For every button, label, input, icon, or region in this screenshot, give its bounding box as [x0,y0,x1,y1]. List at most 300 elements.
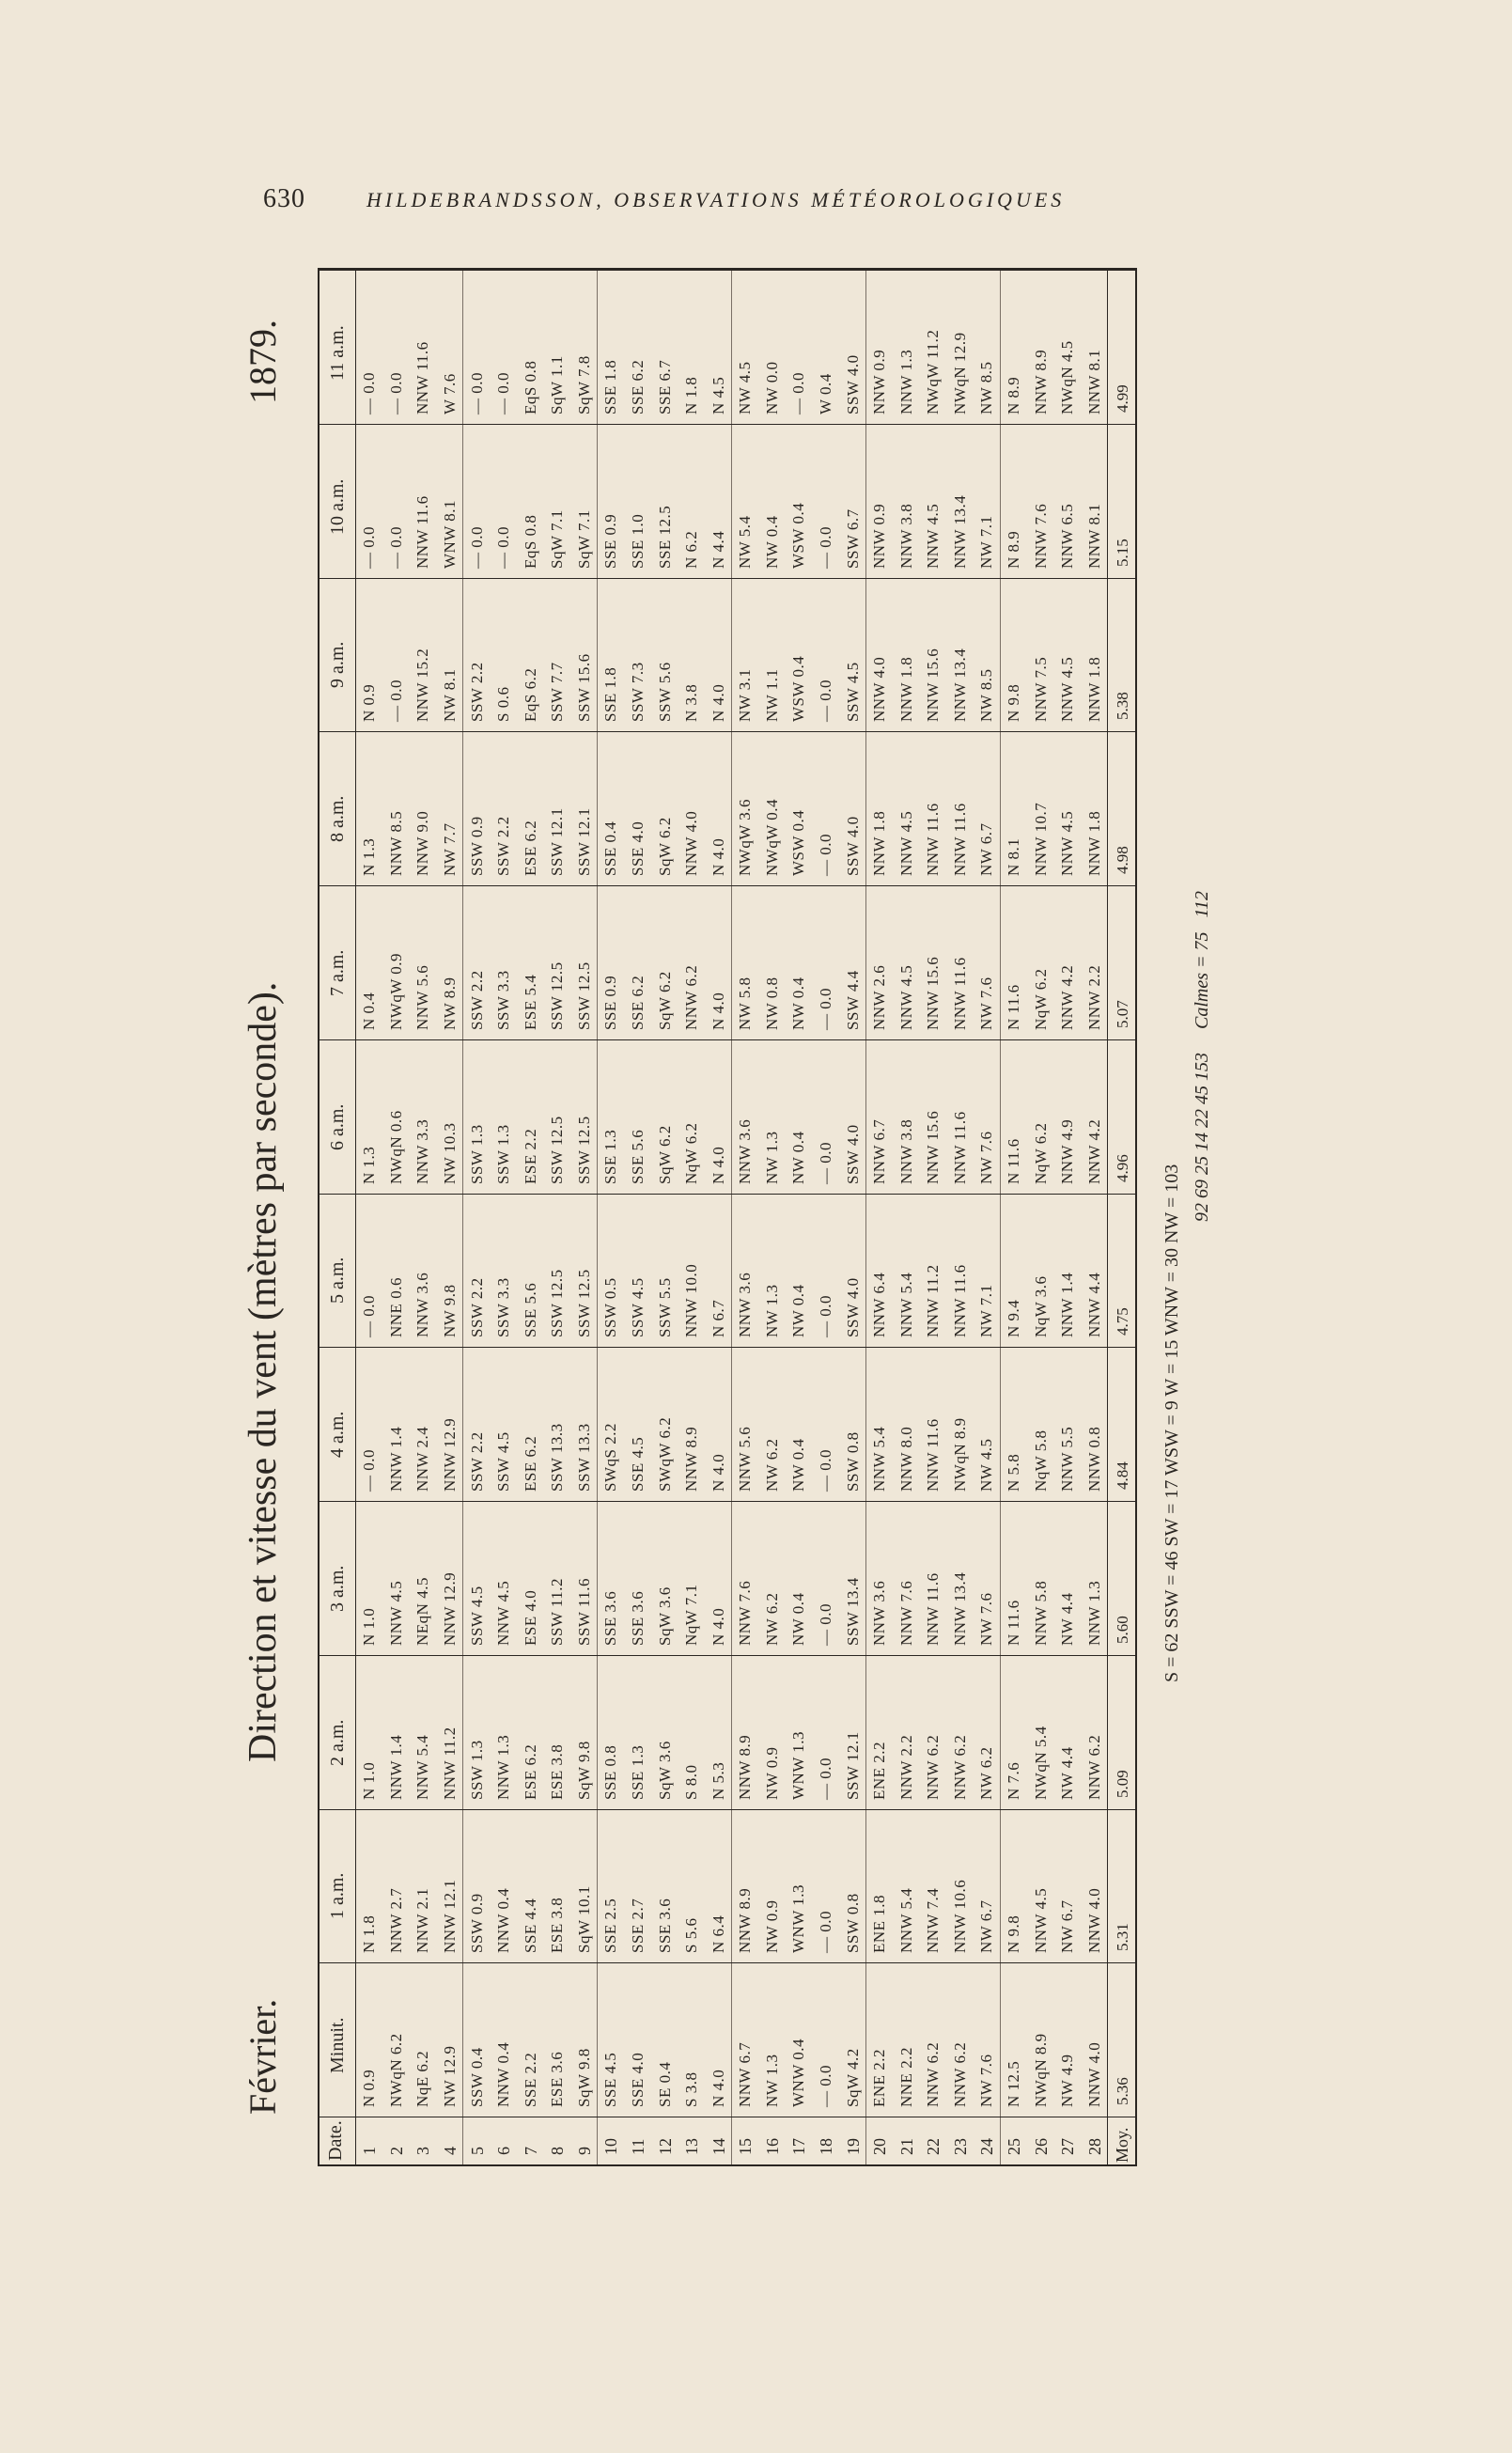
observation-cell: NNW 7.6 [896,1580,915,1646]
observation-cell: NNW 8.9 [682,1426,701,1492]
observation-cell: — 0.0 [386,525,405,569]
column-header: Minuit. [327,2017,348,2074]
observation-cell: NW 4.4 [1058,1592,1077,1646]
date-cell: 17 [789,2138,809,2155]
observation-cell: N 1.0 [360,1761,379,1800]
group-divider [462,270,463,2164]
average-value: 5.38 [1114,692,1131,721]
band-divider [320,1655,1135,1656]
observation-cell: NNW 15.2 [413,648,432,723]
observation-cell: NW 6.2 [977,1745,996,1800]
observation-cell: — 0.0 [817,834,834,876]
observation-cell: NNW 12.9 [441,1571,459,1646]
observation-cell: NNW 8.9 [1031,349,1050,414]
observation-cell: — 0.0 [386,680,405,723]
observation-cell: SSW 3.3 [494,970,513,1030]
observation-cell: N 6.4 [709,1914,727,1954]
observation-cell: N 8.9 [1005,530,1022,569]
observation-cell: NWqW 0.4 [762,798,781,876]
observation-cell: — 0.0 [494,525,513,569]
observation-cell: NW 4.4 [1058,1745,1077,1800]
date-cell: 12 [655,2138,675,2155]
observation-cell: NNW 1.8 [870,810,889,876]
observation-cell: NNW 5.4 [896,1887,915,1954]
column-header: 6 a.m. [327,1103,348,1150]
observation-cell: SqW 6.2 [655,971,674,1030]
running-header [263,184,1297,222]
observation-cell: EqS 0.8 [521,514,539,569]
observation-cell: NW 8.9 [441,977,459,1030]
observation-cell: — 0.0 [360,525,379,569]
observation-cell: SSW 4.5 [629,1277,647,1338]
observation-cell: NNW 2.7 [386,1887,405,1954]
observation-cell: NW 0.4 [789,977,808,1030]
column-header: 5 a.m. [327,1257,348,1305]
observation-cell: SSE 0.4 [601,820,620,876]
observation-cell: NW 5.4 [736,514,755,569]
observation-cell: SSW 12.5 [548,1115,567,1184]
observation-cell: NW 7.1 [977,514,996,569]
date-cell-average: Moy. [1113,2127,1131,2163]
observation-cell: SSE 0.8 [601,1744,620,1800]
observation-cell: SSE 5.6 [521,1282,539,1338]
summary-line-1 [1161,1164,1183,1682]
observation-cell: NNW 12.1 [441,1879,459,1954]
observation-cell: NNW 9.0 [413,810,432,876]
observation-cell: NNW 3.8 [896,1118,915,1184]
observation-cell: NNW 0.9 [870,503,889,569]
observation-cell: SSE 2.7 [629,1898,647,1954]
observation-cell: N 5.8 [1005,1453,1022,1492]
date-cell: 14 [709,2138,728,2155]
observation-cell: SSW 11.6 [574,1577,593,1646]
observation-cell: ESE 3.8 [548,1898,567,1954]
date-cell: 3 [413,2147,433,2155]
observation-cell: — 0.0 [817,680,834,723]
observation-cell: N 1.3 [360,1146,379,1184]
average-divider [1107,270,1108,2164]
observation-cell: SqW 4.2 [843,2048,862,2107]
average-value: 5.15 [1114,538,1131,567]
observation-cell: NWqN 8.9 [1031,2033,1050,2107]
summary-directions: S = 62 SSW = 46 SW = 17 WSW = 9 W = 15 WNW = 30 NW = 103 [1161,1164,1182,1682]
date-cell: 27 [1058,2138,1078,2155]
summary-calmes: Calmes = 75 [1192,931,1212,1029]
observation-cell: SSE 1.8 [601,666,620,723]
observation-cell: SSW 13.3 [574,1423,593,1492]
observation-cell: SSW 12.5 [574,961,593,1030]
observation-cell: SSW 2.2 [467,1431,486,1492]
observation-cell: SSW 0.8 [843,1893,862,1954]
table-title: Direction et vitesse du vent (mètres par seconde). [242,981,285,1762]
observation-cell: NqW 6.2 [1031,968,1050,1030]
observation-cell: SSW 2.2 [467,970,486,1030]
observation-cell: SSE 4.4 [521,1898,539,1954]
observation-cell: NW 10.3 [441,1121,459,1184]
observation-cell: W 0.4 [817,373,834,414]
observation-cell: ESE 6.2 [521,820,539,876]
observation-cell: SSW 4.5 [467,1586,486,1646]
observation-cell: N 0.9 [360,2069,379,2107]
observation-cell: SSW 1.3 [467,1123,486,1184]
observation-cell: NNW 6.2 [1084,1734,1103,1800]
observation-cell: SSW 2.2 [467,662,486,723]
observation-cell: NNW 8.1 [1084,349,1103,414]
observation-cell: SSW 2.2 [467,1277,486,1338]
observation-cell: NW 1.3 [762,2054,781,2107]
observation-cell: NNW 11.6 [950,803,969,876]
observation-cell: ESE 2.2 [521,1128,539,1184]
observation-cell: NNW 4.0 [682,810,701,876]
observation-cell: NW 1.1 [762,668,781,723]
observation-cell: SSW 12.1 [574,807,593,876]
observation-cell: SSW 0.9 [467,816,486,876]
band-divider [320,424,1135,425]
observation-cell: NNW 4.2 [1058,964,1077,1030]
date-cell: 26 [1031,2138,1051,2155]
observation-cell: SSE 1.8 [601,359,620,414]
observation-cell: ENE 2.2 [870,2048,889,2107]
date-cell: 11 [629,2138,647,2155]
observation-cell: NNW 7.4 [924,1887,943,1954]
observation-cell: SSW 12.5 [548,961,567,1030]
observation-cell: NW 0.4 [789,1130,808,1184]
month-label: Février. [242,1998,284,2115]
average-value: 5.07 [1114,1000,1131,1028]
observation-cell: S 0.6 [494,686,513,723]
observation-cell: NNW 11.6 [950,957,969,1030]
observation-cell: NW 0.4 [762,514,781,569]
observation-cell: SSE 3.6 [601,1590,620,1646]
column-header: Date. [325,2120,346,2161]
observation-cell: NW 1.3 [762,1284,781,1338]
group-divider [1000,270,1001,2164]
observation-cell: — 0.0 [817,1602,834,1646]
observation-cell: NWqN 5.4 [1031,1725,1050,1800]
date-cell: 24 [977,2138,997,2155]
running-head: HILDEBRANDSSON, OBSERVATIONS MÉTÉOROLOGIQUES [366,188,1066,211]
observation-cell: NNW 3.6 [736,1272,755,1338]
group-divider [597,270,598,2164]
observation-cell: SSW 12.1 [548,807,567,876]
observation-cell: NW 7.6 [977,977,996,1030]
observation-cell: N 7.6 [1005,1761,1022,1800]
observation-cell: NNW 10.0 [682,1263,701,1338]
observation-cell: NNE 0.6 [386,1277,405,1338]
observation-cell: NqW 6.2 [682,1121,701,1184]
date-cell: 16 [762,2138,782,2155]
observation-cell: NNW 0.8 [1084,1426,1103,1492]
observation-cell: SqW 6.2 [655,817,674,876]
observation-cell: NNW 4.5 [896,964,915,1030]
observation-cell: N 9.8 [1005,683,1022,723]
observation-cell: N 4.0 [709,837,727,876]
observation-cell: NqW 5.8 [1031,1430,1050,1492]
observation-cell: SSW 2.2 [494,816,513,876]
observation-cell: NNW 0.4 [494,1887,513,1954]
observation-cell: WSW 0.4 [789,656,808,723]
observation-cell: — 0.0 [467,525,486,569]
observation-cell: SqW 9.8 [574,1740,593,1800]
observation-cell: NNW 10.6 [950,1879,969,1954]
observation-cell: ESE 6.2 [521,1435,539,1492]
observation-cell: N 0.9 [360,683,379,723]
observation-cell: NNW 1.8 [896,656,915,723]
summary-values: 92 69 25 14 22 45 153 [1192,1053,1212,1222]
observation-cell: NNW 11.6 [924,803,943,876]
date-cell: 23 [950,2138,970,2155]
observation-cell: SqW 10.1 [574,1885,593,1954]
observation-cell: SWqS 2.2 [601,1423,620,1492]
observation-cell: SSW 12.1 [843,1730,862,1800]
observation-cell: S 3.8 [682,2071,701,2107]
observation-cell: ESE 3.8 [548,1743,567,1800]
observation-cell: NNW 7.6 [736,1580,755,1646]
observation-cell: NNW 12.9 [441,1417,459,1492]
column-header: 7 a.m. [327,949,348,996]
observation-cell: N 4.0 [709,992,727,1030]
observation-cell: SSW 4.0 [843,1277,862,1338]
observation-cell: SSE 6.2 [629,975,647,1030]
observation-cell: NNW 4.4 [1084,1272,1103,1338]
group-divider [731,270,732,2164]
date-cell: 6 [494,2147,514,2155]
date-cell: 21 [896,2138,916,2155]
date-cell: 1 [360,2147,380,2155]
date-cell: 20 [870,2138,890,2155]
observation-cell: — 0.0 [817,1141,834,1184]
observation-cell: SSW 0.8 [843,1431,862,1492]
observation-cell: SSW 0.4 [467,2047,486,2107]
observation-cell: NNW 6.2 [682,964,701,1030]
band-divider [320,1347,1135,1348]
observation-cell: N 8.9 [1005,376,1022,414]
observation-cell: EqS 0.8 [521,360,539,414]
observation-cell: NNW 13.4 [950,494,969,569]
date-cell: 9 [574,2147,594,2155]
observation-cell: — 0.0 [817,525,834,569]
observation-cell: NW 8.5 [977,668,996,723]
observation-cell: N 4.5 [709,376,727,414]
date-cell: 28 [1084,2138,1104,2155]
observation-cell: NqW 3.6 [1031,1275,1050,1338]
observation-cell: SSE 1.3 [629,1744,647,1800]
observation-cell: NNW 10.7 [1031,802,1050,876]
column-header: 1 a.m. [327,1872,348,1920]
observation-cell: NNW 4.2 [1084,1118,1103,1184]
column-header: 4 a.m. [327,1411,348,1459]
observation-cell: SSW 0.5 [601,1277,620,1338]
observation-cell: NNW 1.8 [1084,656,1103,723]
observation-cell: NW 6.2 [762,1592,781,1646]
observation-cell: NNW 3.6 [413,1272,432,1338]
observation-cell: NNW 3.6 [870,1580,889,1646]
observation-cell: S 5.6 [682,1917,701,1954]
band-divider [320,1501,1135,1502]
observation-cell: NW 9.8 [441,1284,459,1338]
observation-cell: NW 7.6 [977,2054,996,2107]
average-value: 5.31 [1114,1923,1131,1952]
observation-cell: NNW 11.6 [924,1572,943,1646]
observation-cell: NNW 5.5 [1058,1426,1077,1492]
observation-cell: SSW 7.7 [548,662,567,723]
observation-cell: ESE 4.0 [521,1589,539,1646]
date-cell: 22 [924,2138,943,2155]
observation-cell: N 9.8 [1005,1914,1022,1954]
observation-cell: NNW 11.2 [441,1726,459,1800]
observation-cell: NW 6.7 [977,822,996,876]
observation-cell: NNW 5.4 [870,1426,889,1492]
observation-cell: NNW 15.6 [924,1110,943,1184]
observation-cell: — 0.0 [386,371,405,414]
observation-cell: N 1.0 [360,1607,379,1646]
date-cell: 2 [386,2147,406,2155]
observation-cell: SSW 6.7 [843,508,862,569]
average-value: 4.98 [1114,846,1131,874]
observation-cell: NW 6.7 [977,1899,996,1954]
observation-cell: NNW 11.6 [413,494,432,569]
observation-cell: NW 4.9 [1058,2054,1077,2107]
observation-cell: NW 3.1 [736,668,755,723]
observation-cell: ENE 2.2 [870,1741,889,1800]
observation-cell: NW 0.0 [762,361,781,414]
observation-cell: N 12.5 [1005,2060,1022,2107]
observation-cell: SqW 7.8 [574,355,593,414]
observation-cell: SSW 12.5 [548,1269,567,1338]
band-divider [320,1194,1135,1195]
average-value: 5.09 [1114,1769,1131,1798]
observation-cell: SqW 6.2 [655,1124,674,1184]
observation-cell: NNW 2.2 [896,1734,915,1800]
observation-cell: — 0.0 [817,2065,834,2107]
observation-cell: NNW 1.4 [386,1426,405,1492]
observation-cell: NNW 6.4 [870,1272,889,1338]
observation-cell: NNW 0.4 [494,2041,513,2107]
observation-cell: SSW 0.9 [467,1893,486,1954]
observation-cell: NNW 13.4 [950,1571,969,1646]
observation-cell: N 1.8 [682,376,701,414]
observation-cell: NNW 1.4 [1058,1272,1077,1338]
observation-cell: NNW 5.6 [413,964,432,1030]
observation-cell: NWqN 4.5 [1058,340,1077,414]
observation-cell: NNW 6.2 [924,2041,943,2107]
observation-cell: NNW 6.7 [736,2041,755,2107]
observation-cell: NNW 11.6 [413,341,432,414]
band-divider [320,270,1135,271]
band-divider [320,731,1135,732]
column-header: 11 a.m. [327,325,348,381]
observation-cell: NW 8.5 [977,361,996,414]
observation-cell: SSW 4.4 [843,970,862,1030]
observation-cell: NNW 8.0 [896,1426,915,1492]
observation-cell: SSE 2.2 [521,2052,539,2107]
observation-cell: N 11.6 [1005,984,1022,1030]
observation-cell: NWqW 0.9 [386,952,405,1030]
observation-cell: NEqN 4.5 [413,1576,432,1646]
band-divider [320,1809,1135,1810]
observation-cell: — 0.0 [817,1449,834,1492]
observation-cell: NW 7.6 [977,1592,996,1646]
observation-cell: ESE 5.4 [521,974,539,1030]
observation-cell: NNW 4.5 [386,1580,405,1646]
observation-cell: NNW 4.5 [924,503,943,569]
observation-cell: NW 5.8 [736,977,755,1030]
observation-cell: N 4.0 [709,1607,727,1646]
observation-cell: SSW 1.3 [494,1123,513,1184]
date-cell: 7 [521,2147,540,2155]
page-number: 630 [263,184,305,213]
observation-cell: N 4.0 [709,1146,727,1184]
observation-cell: WNW 8.1 [441,499,459,569]
observation-cell: N 11.6 [1005,1137,1022,1184]
observation-cell: SSE 5.6 [629,1129,647,1184]
observation-cell: NW 0.4 [789,1592,808,1646]
observation-cell: SSW 1.3 [467,1739,486,1800]
observation-cell: NNW 1.8 [1084,810,1103,876]
observation-cell: N 1.8 [360,1914,379,1954]
observation-cell: NW 6.7 [1058,1899,1077,1954]
observation-cell: NNW 1.3 [1084,1580,1103,1646]
observation-cell: — 0.0 [360,371,379,414]
observation-cell: N 6.2 [682,530,701,569]
observation-cell: NqE 6.2 [413,2050,432,2107]
observation-cell: N 5.3 [709,1761,727,1800]
observation-cell: SWqW 6.2 [655,1416,674,1492]
observation-cell: NNW 2.4 [413,1426,432,1492]
observation-cell: NWqN 8.9 [950,1417,969,1492]
observation-cell: NNW 4.0 [1084,2041,1103,2107]
observation-cell: — 0.0 [817,1911,834,1954]
observation-cell: NW 7.1 [977,1284,996,1338]
date-cell: 10 [601,2138,621,2155]
observation-cell: SSW 5.5 [655,1277,674,1338]
column-header: 9 a.m. [327,641,348,689]
observation-cell: NNW 11.6 [950,1264,969,1338]
date-cell: 15 [736,2138,756,2155]
observation-cell: NNW 4.5 [896,810,915,876]
observation-cell: NNW 3.8 [896,503,915,569]
observation-cell: SSW 5.6 [655,662,674,723]
band-divider [320,578,1135,579]
observation-cell: N 4.0 [709,1453,727,1492]
observation-cell: — 0.0 [817,1757,834,1800]
observation-cell: NNW 11.6 [924,1418,943,1492]
observation-cell: NNE 2.2 [896,2047,915,2107]
observation-cell: NW 4.5 [736,361,755,414]
observation-cell: SSE 6.7 [655,359,674,414]
observation-cell: WSW 0.4 [789,809,808,876]
average-value: 4.84 [1114,1461,1131,1490]
observation-cell: NW 12.9 [441,2045,459,2107]
observation-cell: NW 0.4 [789,1284,808,1338]
observation-cell: NW 0.9 [762,1745,781,1800]
observation-cell: SSE 1.3 [601,1129,620,1184]
date-cell: 4 [441,2147,460,2155]
observation-cell: NqW 6.2 [1031,1121,1050,1184]
wind-table [318,268,1137,2166]
observation-cell: SSW 4.0 [843,1123,862,1184]
observation-cell: NW 7.6 [977,1130,996,1184]
observation-cell: NWqW 3.6 [736,798,755,876]
observation-cell: — 0.0 [789,371,808,414]
observation-cell: ESE 6.2 [521,1743,539,1800]
observation-cell: NWqN 0.6 [386,1109,405,1184]
date-cell: 8 [548,2147,568,2155]
observation-cell: NNW 15.6 [924,648,943,723]
observation-cell: SSE 3.6 [655,1898,674,1954]
observation-cell: NNW 4.9 [1058,1118,1077,1184]
observation-cell: N 4.0 [709,2069,727,2107]
